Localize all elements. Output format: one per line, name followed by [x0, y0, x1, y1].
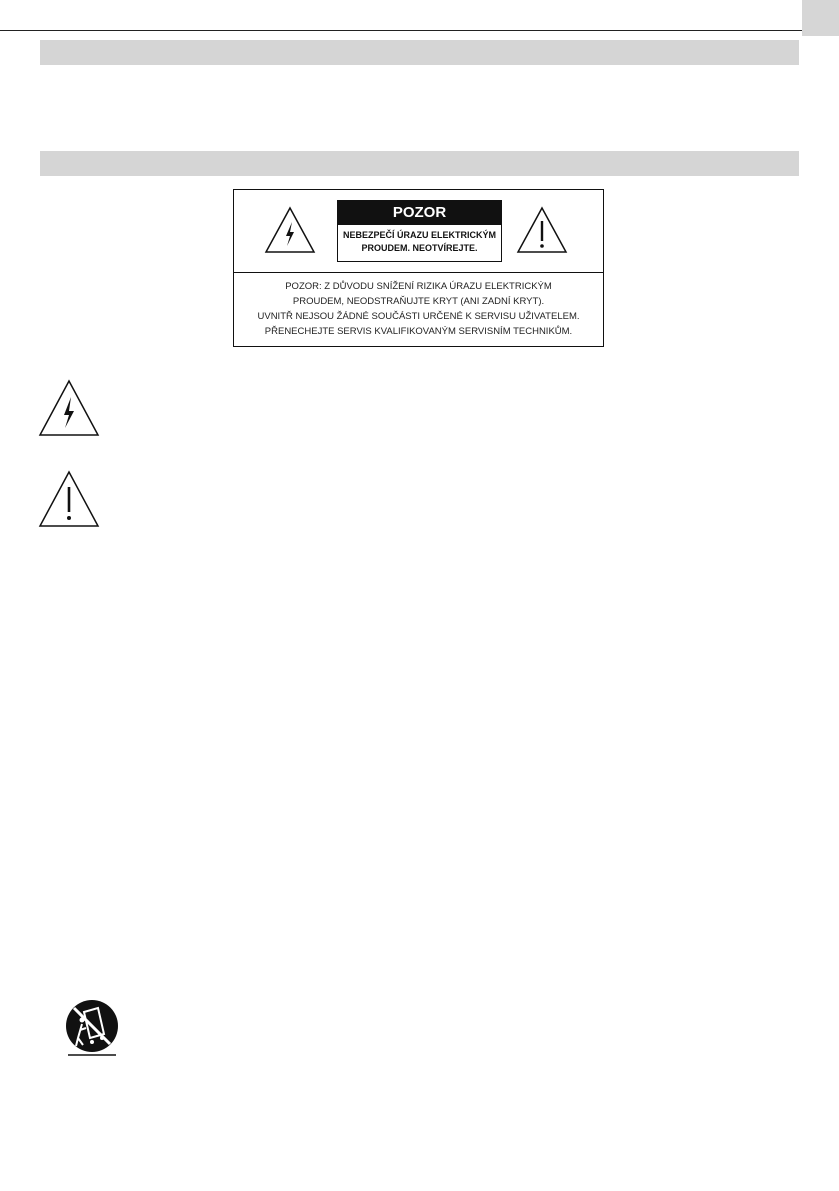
caution-label: [233, 189, 604, 347]
danger-label: [337, 200, 502, 262]
section-header-bar-1: [40, 40, 799, 65]
warning-line-1: POZOR: Z DŮVODU SNÍŽENÍ RIZIKA ÚRAZU ELEKTRICKÝM: [285, 281, 552, 292]
section-header-bar-2: [40, 151, 799, 176]
danger-label-body: [338, 225, 501, 255]
lightning-warning-icon: [264, 206, 316, 254]
page-tab: [802, 0, 839, 36]
warning-line-2: PROUDEM, NEODSTRAŇUJTE KRYT (ANI ZADNÍ KRYT).: [292, 296, 545, 307]
exclamation-warning-icon: [516, 206, 568, 254]
caution-warning-text: [234, 279, 603, 339]
cart-tip-over-warning-icon: [64, 998, 120, 1058]
danger-label-header: POZOR: [338, 201, 501, 225]
lightning-warning-icon: [38, 379, 100, 437]
danger-label-line-1: NEBEZPEČÍ ÚRAZU ELEKTRICKÝM: [342, 230, 496, 240]
warning-line-4: PŘENECHEJTE SERVIS KVALIFIKOVANÝM SERVISNÍM TECHNIKŮM.: [264, 326, 573, 337]
caution-label-top: [234, 190, 603, 273]
exclamation-warning-icon: [38, 470, 100, 528]
danger-label-line-2: PROUDEM. NEOTVÍREJTE.: [361, 243, 478, 253]
warning-line-3: UVNITŘ NEJSOU ŽÁDNÉ SOUČÁSTI URČENÉ K SERVISU UŽIVATELEM.: [257, 311, 580, 322]
top-rule: [0, 30, 805, 31]
